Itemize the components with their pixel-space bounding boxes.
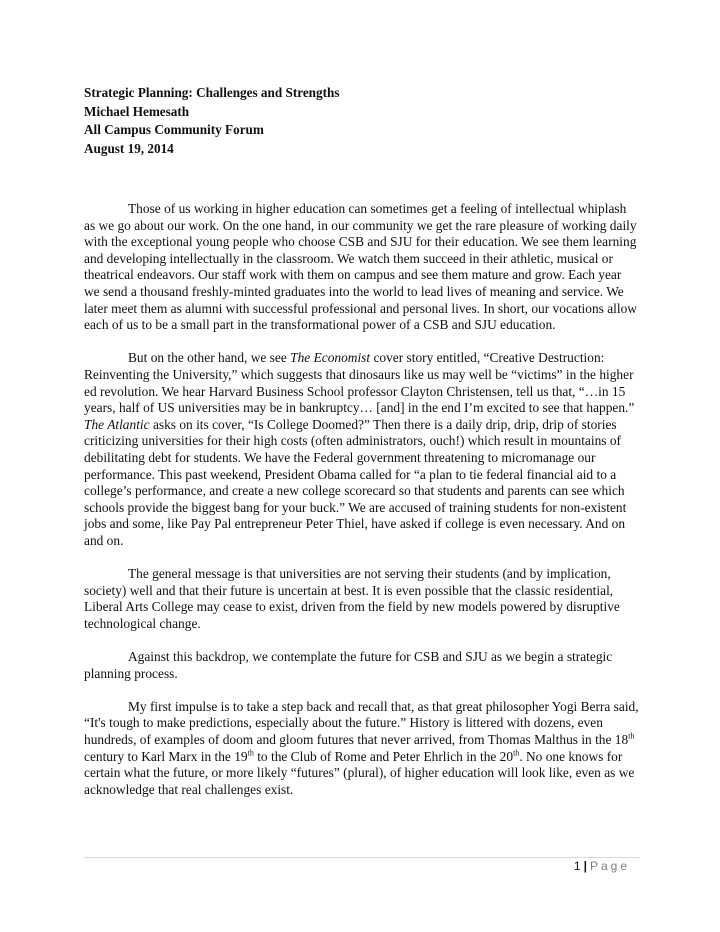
paragraph-2 [84, 350, 640, 549]
document-header [84, 84, 644, 158]
paragraph-5-part-c: to the Club of Rome and Peter Ehrlich in the 20 [253, 748, 514, 764]
paragraph-3: The general message is that universities are not serving their students (and by implication, society) well and that their future is uncertain at best. It is even possible that the classic residential, Liberal Arts College may cease to exist, driven from the field by new models powered by disruptive technological change. [84, 566, 620, 631]
paragraph-2-part-c: asks on its cover, “Is College Doomed?” Then there is a daily drip, drip, drip of stories criticizing universities for their high costs (often administrators, ouch!) which result in mountains of debilitating debt for students. We have the Federal government threatening to micromanage our performance. This past weekend, President Obama called for “a plan to tie federal financial aid to a college’s performance, and create a new college scorecard so that students and parents can see which schools provide the biggest bang for your buck.” We are accused of training students for non-existent jobs and some, like Pay Pal entrepreneur Peter Thiel, have asked if college is even necessary. And on and on. [84, 416, 627, 548]
author-name: Michael Hemesath [84, 103, 190, 119]
superscript-th: th [247, 748, 254, 758]
economist-title: The Economist [290, 350, 371, 366]
paragraph-2-part-a: But on the other hand, we see [128, 350, 291, 366]
paragraph-5 [84, 699, 640, 799]
paragraph-5-part-a: My first impulse is to take a step back and recall that, as that great philosopher Yogi Berra said, “It's tough to make predictions, especially about the future.” History is littered with dozens, even hundreds, of examples of doom and gloom futures that never arrived, from Thomas Malthus in the 18 [84, 698, 639, 747]
document-body [84, 201, 640, 815]
paragraph-5-part-b: century to Karl Marx in the 19 [84, 748, 248, 764]
superscript-th: th [628, 731, 635, 741]
page-number: 1 [573, 859, 581, 873]
paragraph-5-part-d: . No one knows for certain what the future, or more likely “futures” (plural), of higher education will look like, even as we acknowledge that real challenges exist. [84, 748, 635, 797]
paragraph-1: Those of us working in higher education can sometimes get a feeling of intellectual whiplash as we go about our work. On the one hand, in our community we get the rare pleasure of working daily with the exceptional young people who choose CSB and SJU for their education. We see them learning and developing intellectually in the classroom. We watch them succeed in their athletic, musical or theatrical endeavors. Our staff work with them on campus and see them mature and grow. Each year we send a thousand freshly-minted graduates into the world to lead lives of meaning and service. We later meet them as alumni with successful professional and personal lives. In short, our vocations allow each of us to be a small part in the transformational power of a CSB and SJU education. [84, 201, 637, 333]
atlantic-title: The Atlantic [84, 416, 150, 432]
event-name: All Campus Community Forum [84, 122, 264, 138]
paragraph-2-part-b: cover story entitled, “Creative Destruction: Reinventing the University,” which suggests that dinosaurs like us may well be “victims” in the higher ed revolution. We hear Harvard Business School professor Clayton Christensen, tell us that, “…in 15 years, half of US universities may be in bankruptcy… [and] in the end I’m excited to see that happen.” [84, 350, 635, 416]
superscript-th: th [513, 748, 520, 758]
paragraph-4: Against this backdrop, we contemplate the future for CSB and SJU as we begin a strategic planning process. [84, 649, 613, 681]
footer-separator: | [583, 859, 587, 873]
document-title: Strategic Planning: Challenges and Strengths [84, 85, 340, 100]
page-label: Page [589, 859, 630, 873]
footer-divider [84, 857, 640, 858]
document-date: August 19, 2014 [84, 140, 174, 156]
page-footer [574, 858, 630, 874]
